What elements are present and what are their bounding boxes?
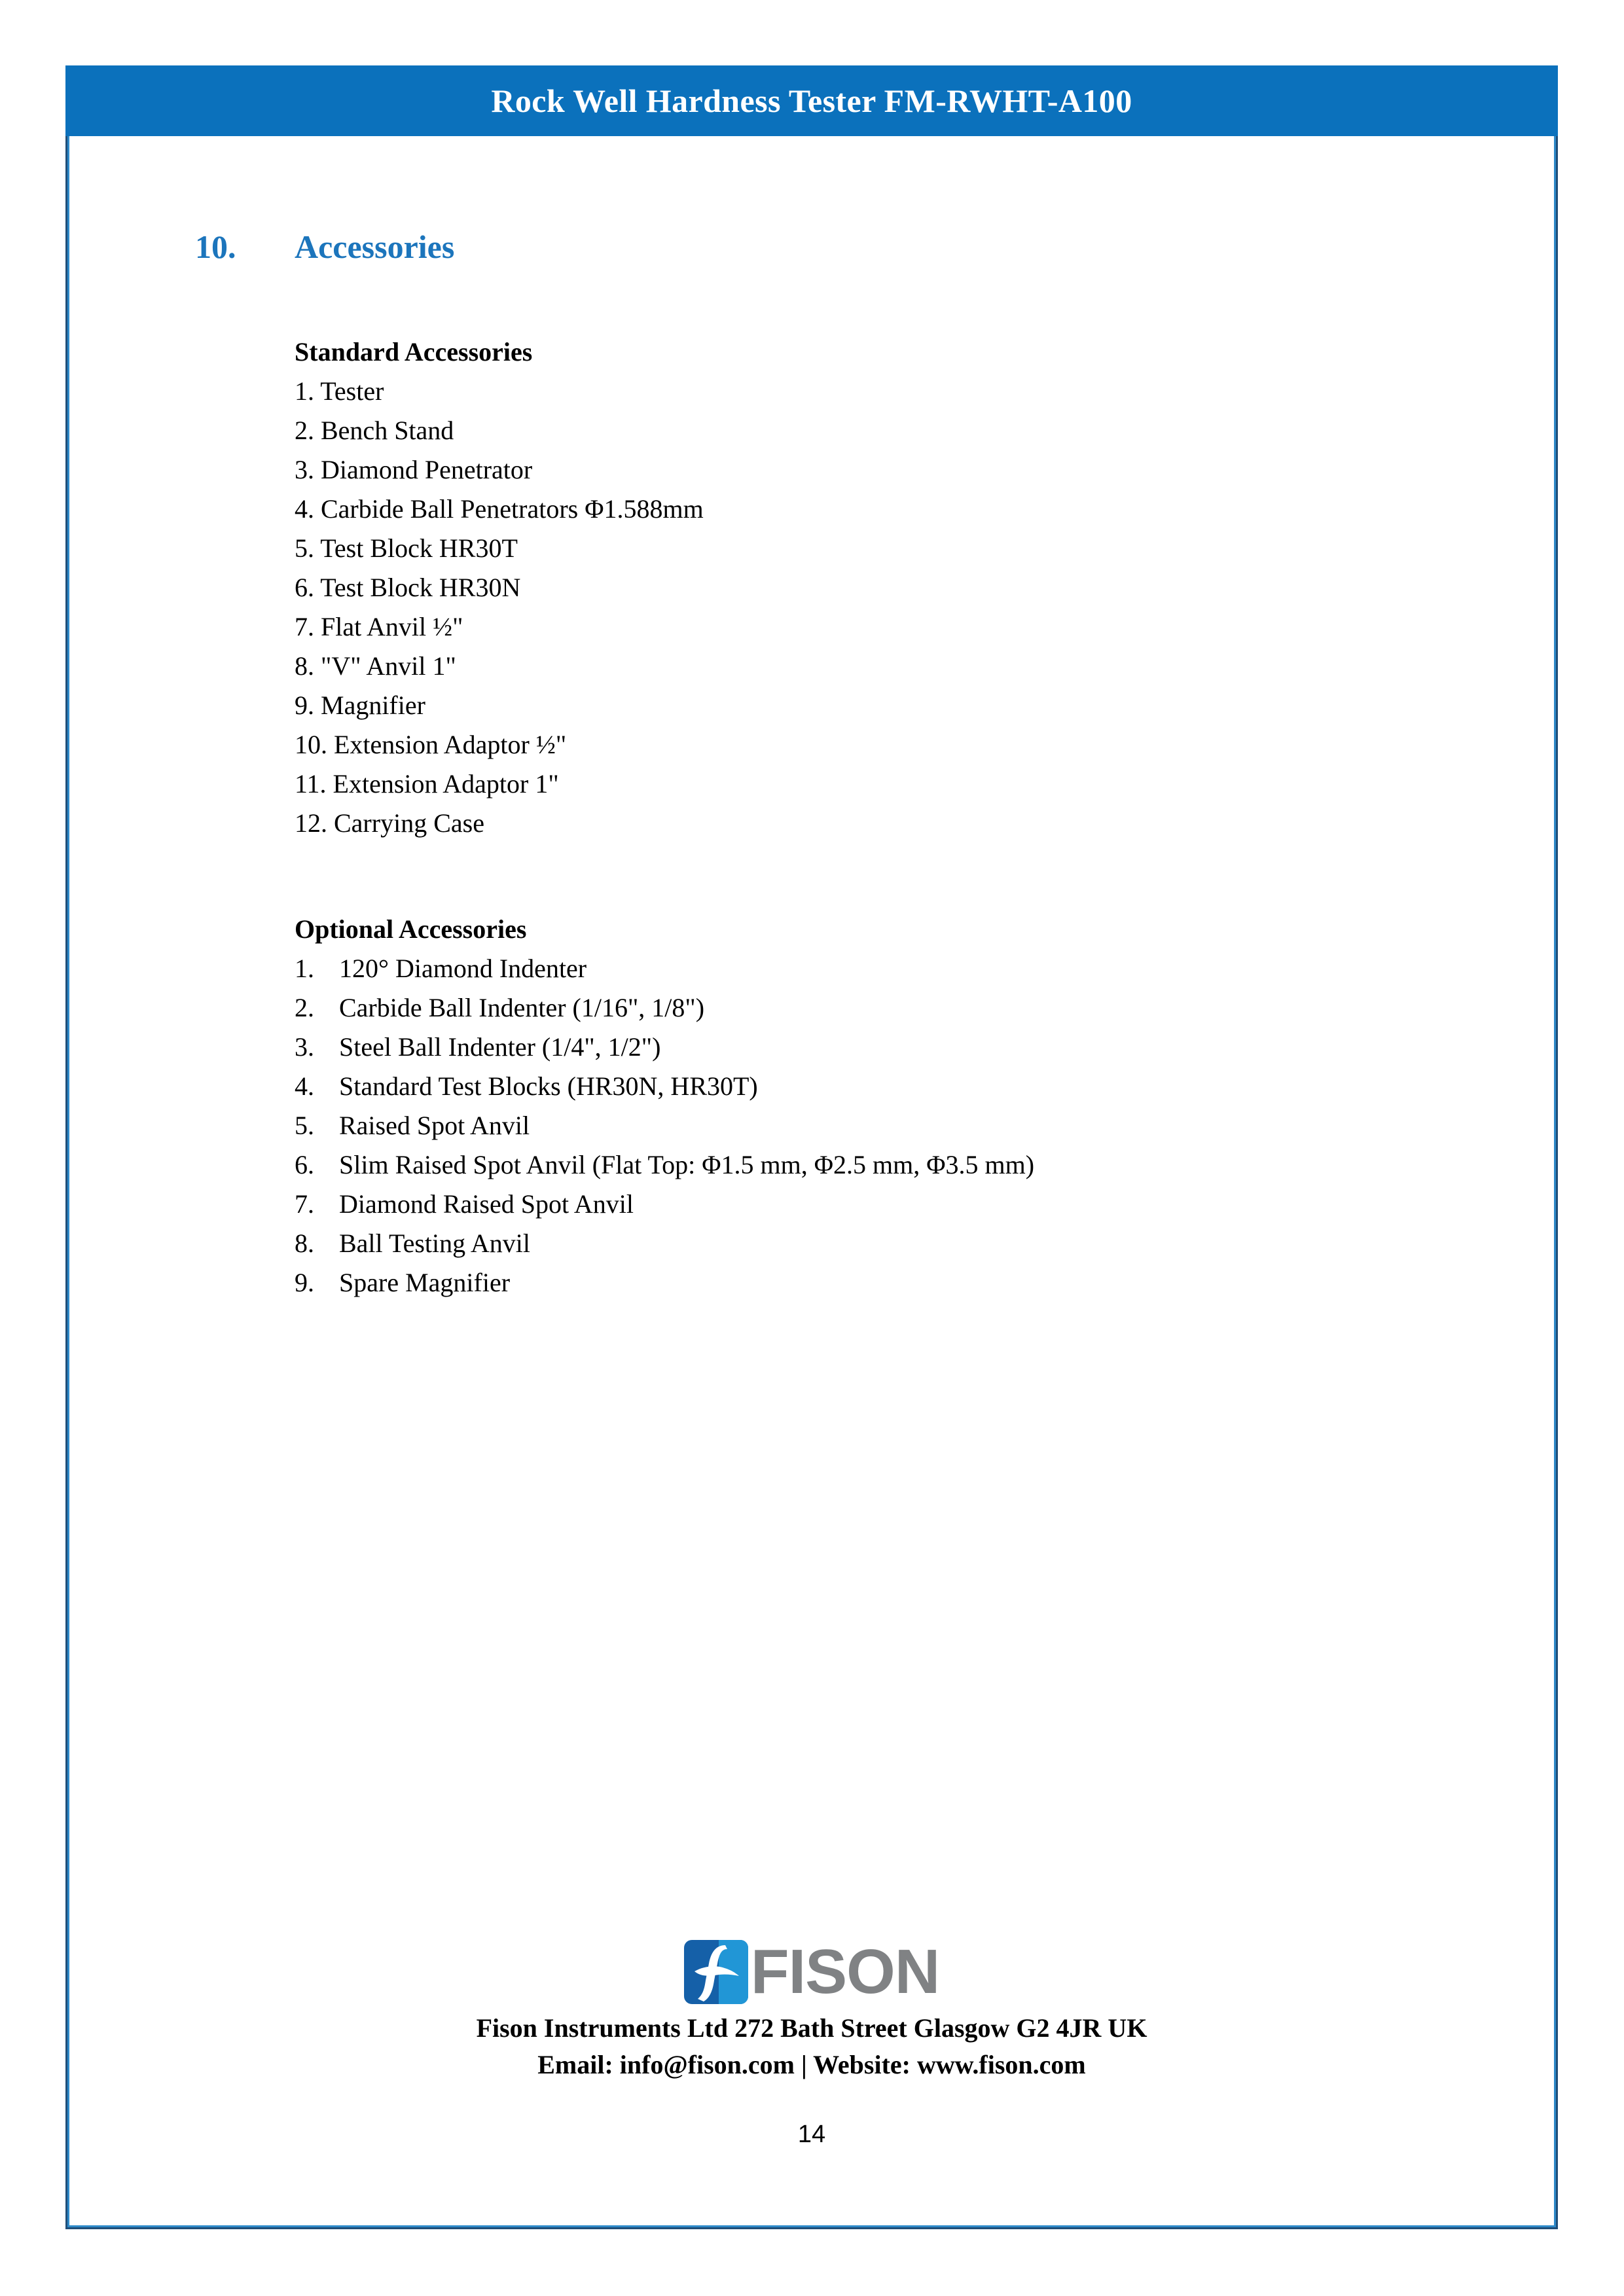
standard-accessories-block — [295, 332, 1624, 843]
list-item: 12. Carrying Case — [295, 808, 484, 838]
page-number: 14 — [797, 2121, 826, 2148]
list-item — [295, 1106, 1624, 1145]
document-title: Rock Well Hardness Tester FM-RWHT-A100 — [491, 82, 1132, 119]
list-item — [295, 1263, 1624, 1302]
list-item-label: Ball Testing Anvil — [339, 1229, 531, 1258]
page-content — [0, 136, 1624, 1302]
list-item: 10. Extension Adaptor ½" — [295, 730, 567, 759]
list-item — [295, 949, 1624, 988]
list-item-label: Carbide Ball Indenter (1/16", 1/8") — [339, 993, 705, 1022]
list-item-label: Raised Spot Anvil — [339, 1111, 530, 1140]
list-item — [295, 1067, 1624, 1106]
list-item: 5. Test Block HR30T — [295, 533, 518, 563]
footer-contact: Email: info@fison.com | Website: www.fison.com — [537, 2050, 1086, 2079]
section-number: 10. — [195, 228, 236, 265]
list-item-marker: 7. — [295, 1189, 314, 1219]
list-item-label: Diamond Raised Spot Anvil — [339, 1189, 634, 1219]
page-footer — [65, 1934, 1558, 2083]
standard-accessories-heading: Standard Accessories — [295, 337, 533, 367]
list-item: 11. Extension Adaptor 1" — [295, 769, 559, 798]
list-item — [295, 1145, 1624, 1185]
list-item-marker: 1. — [295, 954, 314, 983]
footer-address: Fison Instruments Ltd 272 Bath Street Glasgow G2 4JR UK — [476, 2013, 1147, 2043]
list-item: 8. "V" Anvil 1" — [295, 651, 456, 681]
list-item: 9. Magnifier — [295, 691, 425, 720]
section-title: Accessories — [295, 228, 455, 265]
list-item-label: 120° Diamond Indenter — [339, 954, 587, 983]
list-item: 4. Carbide Ball Penetrators Φ1.588mm — [295, 494, 704, 524]
list-item-marker: 4. — [295, 1071, 314, 1101]
fison-logo — [65, 1934, 1558, 2010]
list-item-marker: 6. — [295, 1150, 314, 1179]
list-item-marker: 8. — [295, 1229, 314, 1258]
document-header-banner — [65, 65, 1558, 136]
optional-accessories-block — [295, 910, 1624, 1302]
section-heading — [195, 228, 1624, 266]
list-item — [295, 1224, 1624, 1263]
list-item: 2. Bench Stand — [295, 416, 454, 445]
list-item — [295, 1185, 1624, 1224]
list-item-label: Standard Test Blocks (HR30N, HR30T) — [339, 1071, 758, 1101]
list-item — [295, 988, 1624, 1028]
optional-accessories-heading: Optional Accessories — [295, 914, 527, 944]
list-item-marker: 3. — [295, 1032, 314, 1062]
fison-logo-mark-icon — [684, 1940, 748, 2004]
list-item-label: Spare Magnifier — [339, 1268, 511, 1297]
optional-accessories-list — [295, 949, 1624, 1302]
list-item: 3. Diamond Penetrator — [295, 455, 533, 484]
list-item-marker: 9. — [295, 1268, 314, 1297]
list-item: 1. Tester — [295, 376, 384, 406]
list-item-marker: 2. — [295, 993, 314, 1022]
list-item — [295, 1028, 1624, 1067]
list-item-marker: 5. — [295, 1111, 314, 1140]
standard-accessories-list — [295, 372, 1624, 843]
list-item-label: Slim Raised Spot Anvil (Flat Top: Φ1.5 mm, Φ2.5 mm, Φ3.5 mm) — [339, 1150, 1035, 1179]
list-item-label: Steel Ball Indenter (1/4", 1/2") — [339, 1032, 661, 1062]
list-item: 7. Flat Anvil ½" — [295, 612, 463, 641]
list-item: 6. Test Block HR30N — [295, 573, 521, 602]
fison-logo-wordmark: FISON — [750, 1937, 940, 2007]
